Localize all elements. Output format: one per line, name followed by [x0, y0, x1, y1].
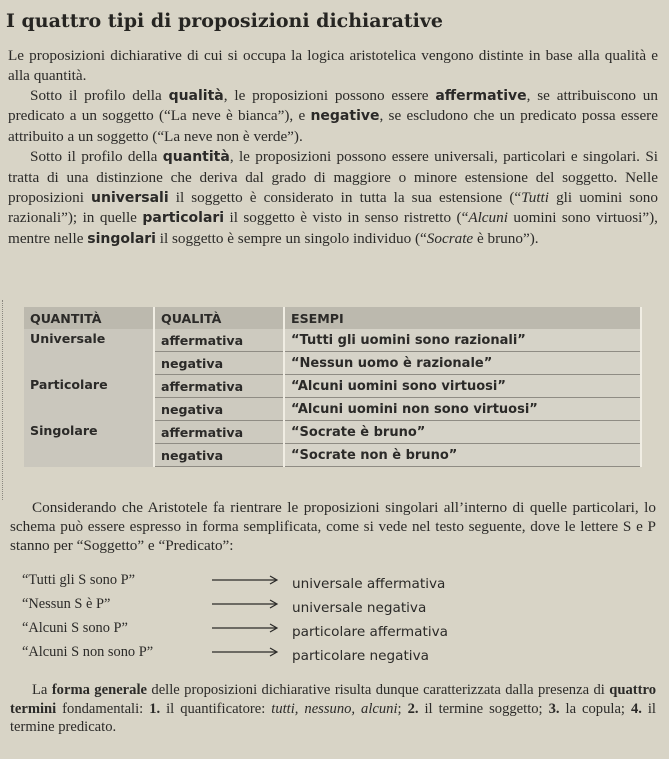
example-cell: “Tutti gli uomini sono razionali”	[284, 329, 641, 352]
schema-row	[22, 596, 542, 620]
table-row	[24, 421, 641, 444]
header-esempi: ESEMPI	[284, 307, 641, 329]
text-run: il soggetto è visto in senso ristretto (“	[224, 209, 469, 227]
text-run: Sotto il profilo della	[30, 86, 169, 104]
schema-form: “Tutti gli S sono P”	[22, 572, 136, 588]
schema-type: universale negativa	[292, 600, 427, 616]
arrow-right-icon	[212, 646, 282, 658]
schema-row	[22, 644, 542, 668]
schema-list	[22, 572, 542, 668]
item-number: 1.	[149, 700, 161, 717]
text-run: delle proposizioni dichiarative risulta dunque caratterizzata dalla presenza di	[146, 682, 610, 698]
text-run: il quantificatore:	[160, 700, 272, 717]
text-run: il soggetto è considerato in tutta la sua estensione (“	[168, 188, 522, 206]
text-run: , se escludono che un predicato possa essere attribuito a un soggetto (“La neve non è verde”).	[8, 107, 658, 146]
arrow-right-icon	[212, 574, 282, 586]
italic-run: Socrate	[426, 230, 474, 248]
quality-cell: negativa	[154, 352, 284, 375]
schema-type: universale affermativa	[292, 576, 446, 592]
header-quantita: QUANTITÀ	[24, 307, 154, 329]
text-run: uomini sono virtuosi”), mentre nelle	[8, 209, 658, 248]
schema-type: particolare negativa	[292, 648, 429, 664]
schema-form: “Nessun S è P”	[22, 596, 111, 612]
text-run: ;	[397, 700, 408, 717]
italic-run: tutti, nessuno, alcuni	[271, 700, 398, 717]
quality-cell: affermativa	[154, 375, 284, 398]
example-cell: “Alcuni uomini non sono virtuosi”	[284, 398, 641, 421]
term-quantita: quantità	[162, 148, 230, 165]
table-row	[24, 375, 641, 398]
quantity-paragraph	[8, 147, 658, 250]
intro-paragraph: Le proposizioni dichiarative di cui si occupa la logica aristotelica vengono distinte in base alla qualità e alla quantità.	[8, 47, 658, 84]
text-run: il termine predicato.	[10, 700, 656, 736]
term-particolari: particolari	[142, 210, 225, 227]
text-run: , le proposizioni possono essere universali, particolari e singolari. Si tratta di una distinzione che deriva dal grado di maggiore o minore estensione del soggetto. Nelle proposizioni	[8, 147, 658, 206]
text-run: , le proposizioni possono essere	[223, 86, 436, 104]
term-qualita: qualità	[168, 87, 224, 104]
closing-paragraph	[10, 681, 656, 737]
closing-text	[10, 681, 656, 737]
term-universali: universali	[91, 189, 169, 206]
quality-paragraph	[8, 86, 658, 147]
page-title: I quattro tipi di proposizioni dichiarative	[6, 10, 444, 32]
term-forma-generale: forma generale	[51, 682, 147, 698]
example-cell: “Alcuni uomini sono virtuosi”	[284, 375, 641, 398]
quality-cell: affermativa	[154, 421, 284, 444]
text-run: gli uomini sono razionali”); in quelle	[8, 188, 658, 227]
text-run: Sotto il profilo della	[30, 147, 163, 165]
text-run: La	[32, 682, 52, 698]
schema-type: particolare affermativa	[292, 624, 448, 640]
intro-text	[8, 46, 658, 250]
schema-row	[22, 572, 542, 596]
header-qualita: QUALITÀ	[154, 307, 284, 329]
text-run: è bruno”).	[473, 230, 539, 248]
quality-cell: negativa	[154, 444, 284, 467]
text-run: fondamentali:	[56, 700, 150, 717]
italic-run: Tutti	[521, 188, 550, 206]
example-cell: “Socrate è bruno”	[284, 421, 641, 444]
quantity-cell: Universale	[24, 329, 154, 375]
text-run: il soggetto è sempre un singolo individuo (“	[155, 230, 427, 248]
term-affermative: affermative	[435, 87, 527, 104]
margin-dotted-line	[2, 300, 4, 500]
text-run: , se attribuiscono un predicato a un soggetto (“La neve è bianca”), e	[8, 86, 658, 125]
arrow-right-icon	[212, 598, 282, 610]
item-number: 2.	[407, 700, 419, 717]
item-number: 4.	[630, 700, 642, 717]
example-cell: “Socrate non è bruno”	[284, 444, 641, 467]
term-singolari: singolari	[87, 231, 156, 248]
schema-form: “Alcuni S non sono P”	[22, 644, 154, 660]
arrow-right-icon	[212, 622, 282, 634]
schema-paragraph: Considerando che Aristotele fa rientrare le proposizioni singolari all’interno di quelle particolari, lo schema può essere espresso in forma semplificata, come si vede nel testo seguente, dove le lettere S e P stanno per “Soggetto” e “Predicato”:	[10, 499, 656, 554]
item-number: 3.	[548, 700, 560, 717]
quantity-cell: Particolare	[24, 375, 154, 421]
example-cell: “Nessun uomo è razionale”	[284, 352, 641, 375]
text-run: la copula;	[559, 700, 631, 717]
schema-form: “Alcuni S sono P”	[22, 620, 128, 636]
quantity-cell: Singolare	[24, 421, 154, 467]
italic-run: Alcuni	[468, 209, 508, 227]
quality-cell: negativa	[154, 398, 284, 421]
table-header-row	[24, 307, 641, 329]
quality-cell: affermativa	[154, 329, 284, 352]
table-row	[24, 329, 641, 352]
term-negative: negative	[310, 108, 380, 125]
schema-row	[22, 620, 542, 644]
propositions-table	[24, 307, 642, 467]
term-quattro-termini: quattro termini	[10, 682, 656, 717]
text-run: il termine soggetto;	[418, 700, 549, 717]
schema-intro	[10, 498, 656, 555]
